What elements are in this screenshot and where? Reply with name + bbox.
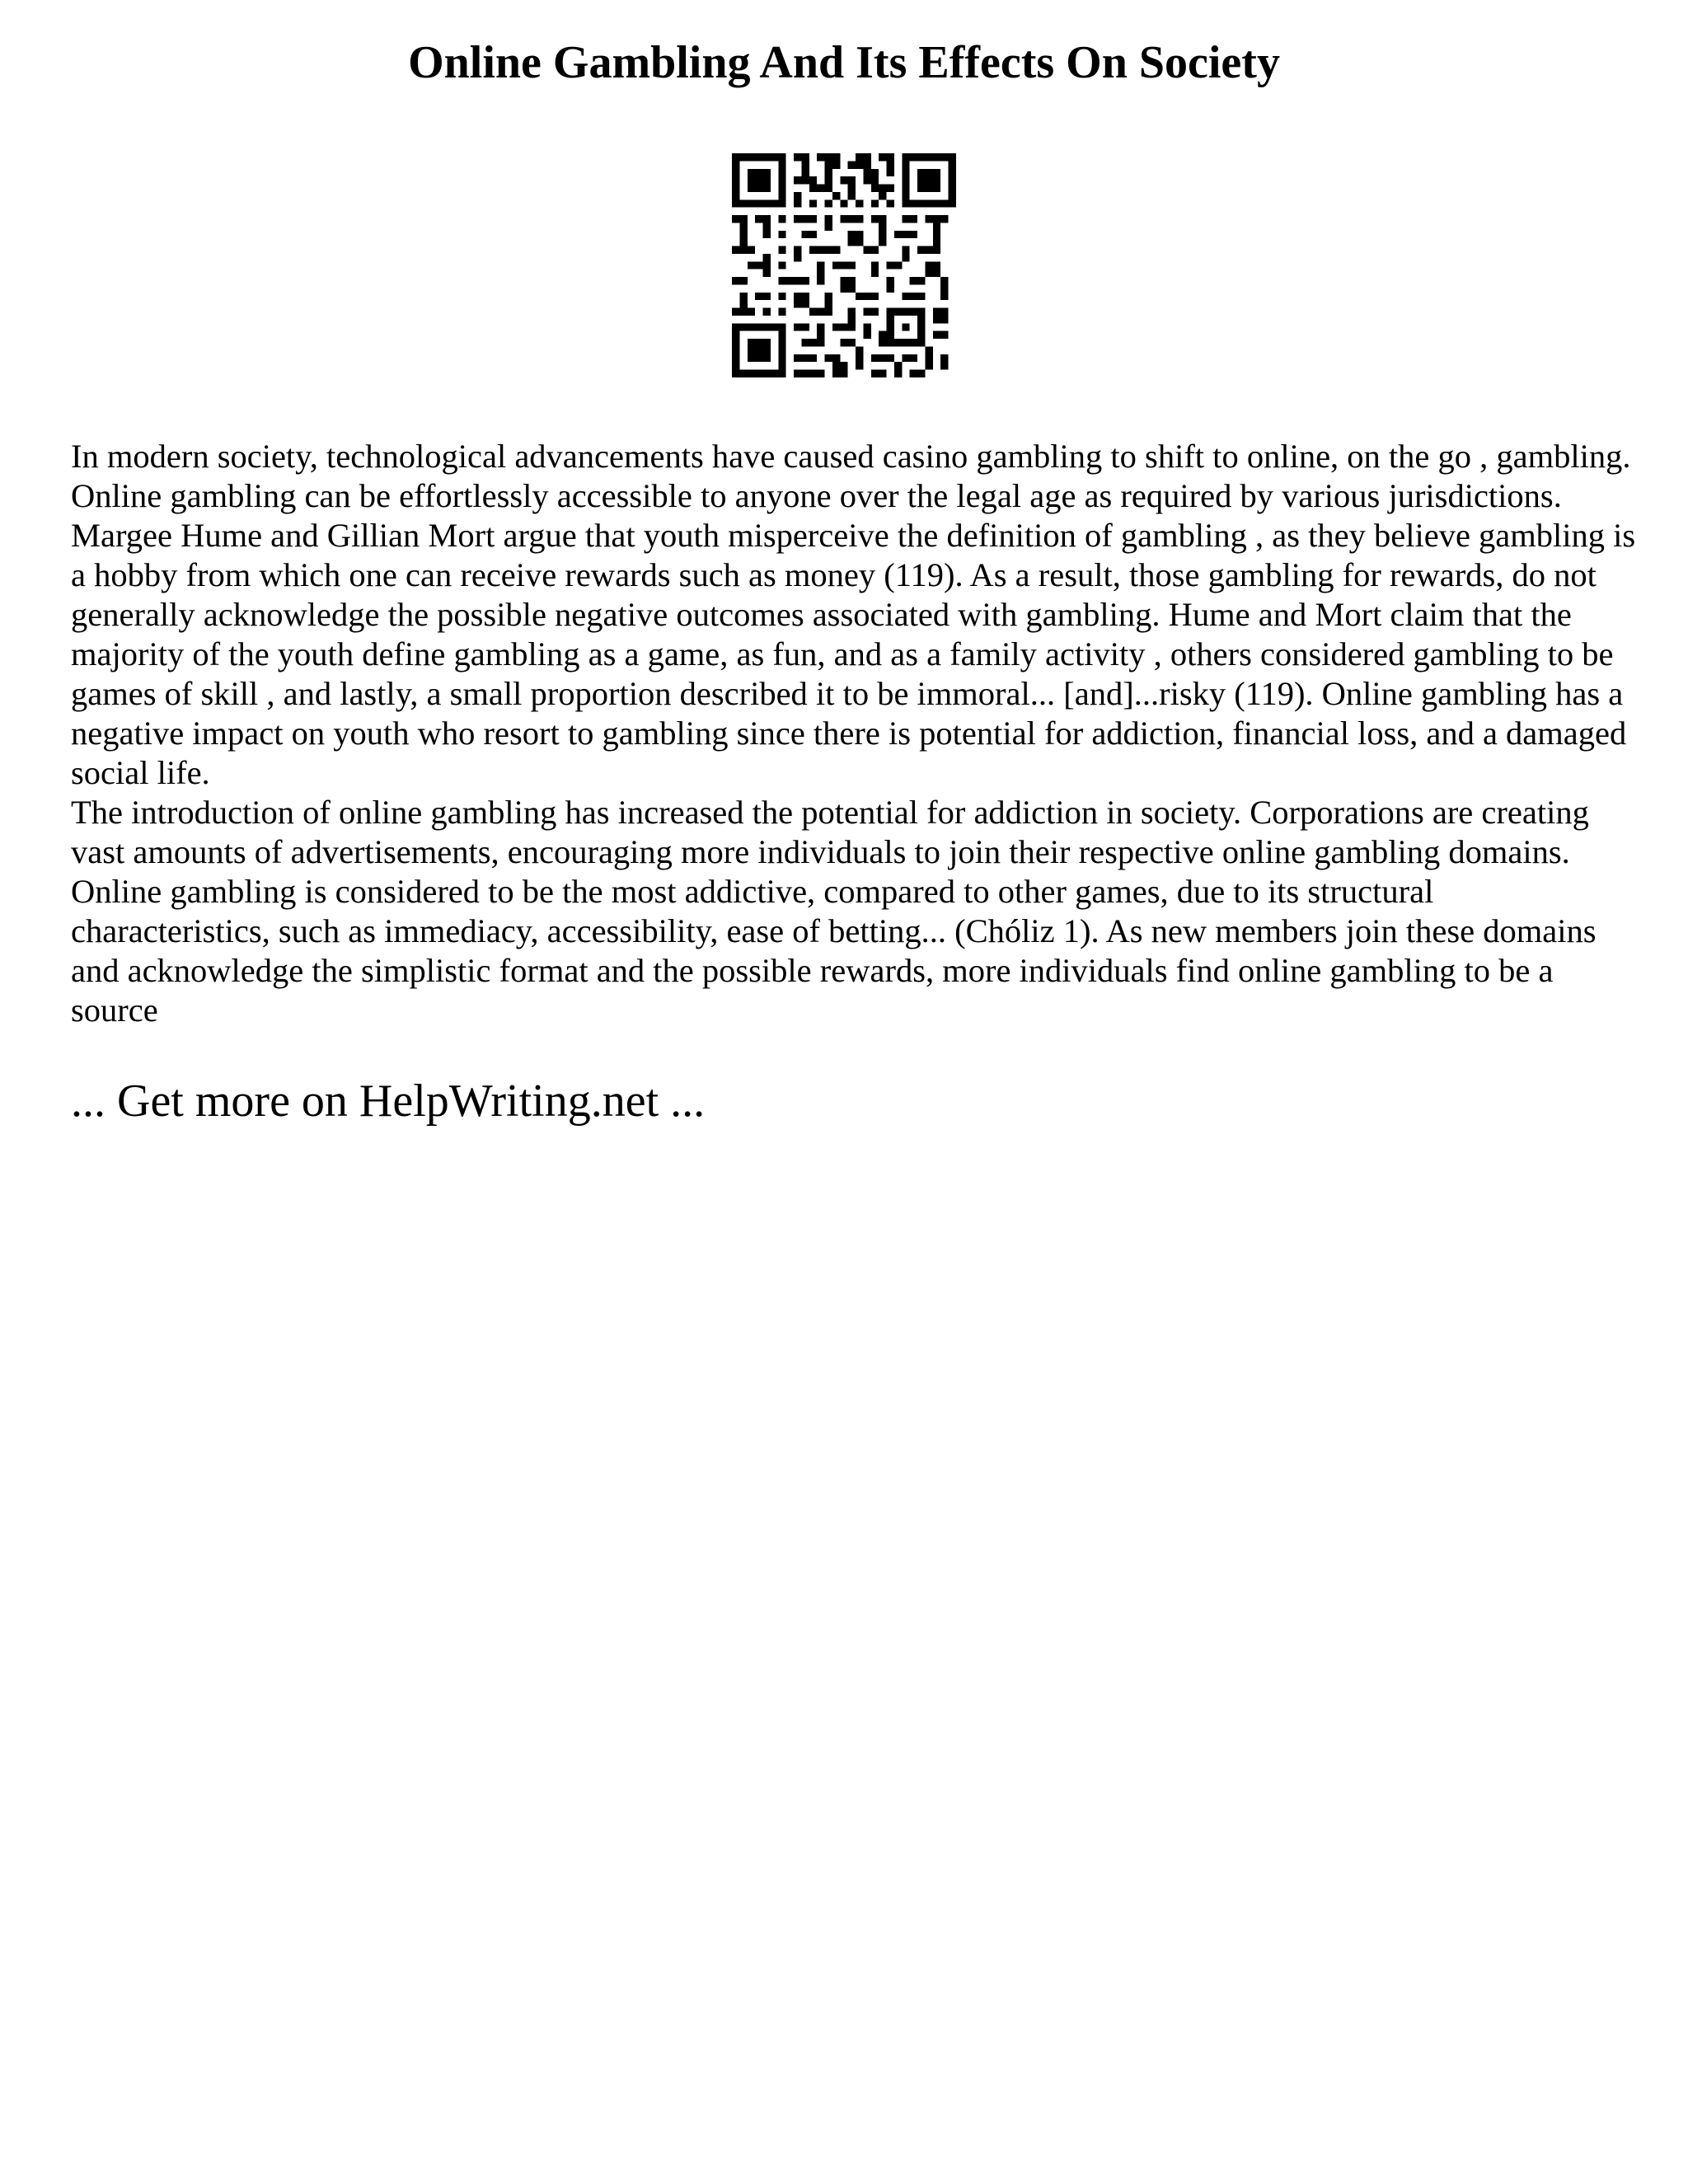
qr-code-icon bbox=[732, 153, 956, 377]
paragraph: The introduction of online gambling has increased the potential for addiction in society. Corporations are creating vast amounts of advertisements, encouraging more individuals to join their respective online gambling domains. Online gambling is considered to be the most addictive, compared to other games, due to its structural characteristics, such as immediacy, accessibility, ease of betting... (Chóliz 1). As new members join these domains and acknowledge the simplistic format and the possible rewards, more individuals find online gambling to be a source bbox=[71, 794, 1597, 1029]
document-body bbox=[71, 437, 1637, 1030]
get-more-link[interactable]: ... Get more on HelpWriting.net ... bbox=[71, 1076, 706, 1127]
paragraph: In modern society, technological advancements have caused casino gambling to shift to online, on the go , gambling. Online gambling can be effortlessly accessible to anyone over the legal age as required by various jurisdictions. Margee Hume and Gillian Mort argue that youth misperceive the definition of gambling , as they believe gambling is a hobby from which one can receive rewards such as money (119). As a result, those gambling for rewards, do not generally acknowledge the possible negative outcomes associated with gambling. Hume and Mort claim that the majority of the youth define gambling as a game, as fun, and as a family activity , others considered gambling to be games of skill , and lastly, a small proportion described it to be immoral... [and]...risky (119). Online gambling has a negative impact on youth who resort to gambling since there is potential for addiction, financial loss, and a damaged social life. bbox=[71, 438, 1636, 791]
document-title: Online Gambling And Its Effects On Society bbox=[408, 37, 1280, 88]
